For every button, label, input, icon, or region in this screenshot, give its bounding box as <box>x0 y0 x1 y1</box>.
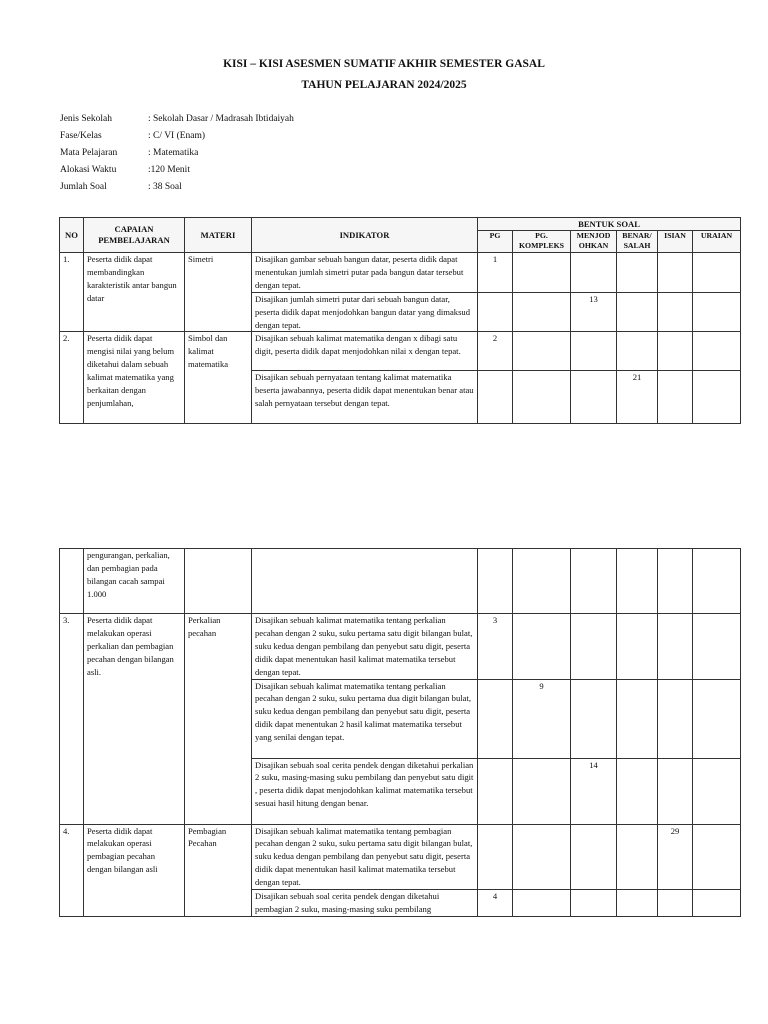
header-no: NO <box>60 218 84 253</box>
info-value: : C/ VI (Enam) <box>148 131 206 141</box>
cell-indikator: Disajikan sebuah kalimat matematika tentang perkalian pecahan dengan 2 suku, suku pertama satu digit bilangan bulat, suku kedua dengan pembilang dan penyebut satu digit, peserta didik dapat menentukan hasil kalimat matematika tersebut dengan tepat. <box>252 614 478 680</box>
cell-menjodohkan <box>571 679 617 758</box>
cell-capaian: Peserta didik dapat mengisi nilai yang belum diketahui dalam sebuah kalimat matematika yang berkaitan dengan penjumlahan, <box>84 332 185 424</box>
cell-no: 3. <box>60 614 84 825</box>
cell-benar-salah <box>617 549 658 614</box>
cell-pg: 3 <box>478 614 513 680</box>
cell-uraian <box>693 614 741 680</box>
info-row-jumlah-soal <box>60 182 294 199</box>
cell-isian <box>658 614 693 680</box>
table-row-continued <box>60 549 741 614</box>
cell-benar-salah <box>617 614 658 680</box>
cell-menjodohkan <box>571 824 617 890</box>
cell-menjodohkan <box>571 614 617 680</box>
cell-menjodohkan: 14 <box>571 758 617 824</box>
cell-isian <box>658 332 693 371</box>
cell-isian <box>658 549 693 614</box>
info-value: : Matematika <box>148 148 199 158</box>
cell-menjodohkan <box>571 371 617 424</box>
cell-pg-kompleks <box>513 371 571 424</box>
info-value: :120 Menit <box>148 165 190 175</box>
header-benar-salah: BENAR/ SALAH <box>617 231 658 253</box>
cell-menjodohkan <box>571 549 617 614</box>
cell-pg-kompleks <box>513 549 571 614</box>
cell-materi: Perkalian pecahan <box>185 614 252 825</box>
cell-pg: 2 <box>478 332 513 371</box>
header-pg-kompleks: PG. KOMPLEKS <box>513 231 571 253</box>
info-row-alokasi-waktu <box>60 165 294 182</box>
info-label: Fase/Kelas <box>60 131 102 141</box>
table-header-row <box>60 218 741 231</box>
cell-pg-kompleks <box>513 253 571 293</box>
document-title: KISI – KISI ASESMEN SUMATIF AKHIR SEMESTER GASAL <box>223 58 545 70</box>
info-label: Mata Pelajaran <box>60 148 118 158</box>
cell-pg-kompleks <box>513 758 571 824</box>
cell-no: 2. <box>60 332 84 424</box>
info-row-mata-pelajaran <box>60 148 294 165</box>
cell-benar-salah: 21 <box>617 371 658 424</box>
info-row-fase-kelas <box>60 131 294 148</box>
cell-benar-salah <box>617 890 658 917</box>
header-materi: MATERI <box>185 218 252 253</box>
header-menjodohkan: MENJOD OHKAN <box>571 231 617 253</box>
cell-isian <box>658 758 693 824</box>
cell-pg: 1 <box>478 253 513 293</box>
cell-indikator: Disajikan sebuah soal cerita pendek dengan diketahui perkalian 2 suku, masing-masing suku pembilang dan penyebut satu digit , peserta didik dapat menjodohkan kalimat matematika tersebut sesuai hasil hitung dengan benar. <box>252 758 478 824</box>
table-row <box>60 824 741 890</box>
info-label: Alokasi Waktu <box>60 165 117 175</box>
cell-no: 1. <box>60 253 84 332</box>
cell-isian <box>658 371 693 424</box>
cell-indikator <box>252 549 478 614</box>
cell-uraian <box>693 679 741 758</box>
cell-isian <box>658 253 693 293</box>
cell-uraian <box>693 824 741 890</box>
header-capaian: CAPAIAN PEMBELAJARAN <box>84 218 185 253</box>
cell-indikator: Disajikan sebuah soal cerita pendek dengan diketahui pembagian 2 suku, masing-masing suku pembilang <box>252 890 478 917</box>
header-isian: ISIAN <box>658 231 693 253</box>
cell-isian <box>658 679 693 758</box>
cell-pg <box>478 549 513 614</box>
info-value: : Sekolah Dasar / Madrasah Ibtidaiyah <box>148 114 294 124</box>
cell-isian <box>658 890 693 917</box>
cell-pg-kompleks <box>513 332 571 371</box>
info-label: Jumlah Soal <box>60 182 107 192</box>
cell-indikator: Disajikan sebuah kalimat matematika tentang pembagian pecahan dengan 2 suku, suku pertama satu digit bilangan bulat, suku kedua dengan pembilang dan penyebut satu digit, peserta didik dapat menentukan hasil kalimat matematika tersebut dengan tepat. <box>252 824 478 890</box>
cell-isian: 29 <box>658 824 693 890</box>
document-subtitle: TAHUN PELAJARAN 2024/2025 <box>301 79 467 91</box>
cell-benar-salah <box>617 292 658 332</box>
table-row <box>60 253 741 293</box>
cell-benar-salah <box>617 332 658 371</box>
cell-pg <box>478 371 513 424</box>
cell-materi: Simbol dan kalimat matematika <box>185 332 252 424</box>
cell-capaian: Peserta didik dapat membandingkan karakteristik antar bangun datar <box>84 253 185 332</box>
cell-menjodohkan <box>571 332 617 371</box>
cell-pg-kompleks <box>513 292 571 332</box>
kisi-table-page-1 <box>59 217 741 424</box>
info-row-jenis-sekolah <box>60 114 294 131</box>
cell-materi <box>185 549 252 614</box>
cell-pg <box>478 758 513 824</box>
cell-benar-salah <box>617 824 658 890</box>
cell-benar-salah <box>617 253 658 293</box>
cell-uraian <box>693 292 741 332</box>
cell-no <box>60 549 84 614</box>
cell-uraian <box>693 890 741 917</box>
cell-pg-kompleks <box>513 890 571 917</box>
cell-pg <box>478 679 513 758</box>
document-info <box>60 114 294 199</box>
cell-uraian <box>693 332 741 371</box>
cell-isian <box>658 292 693 332</box>
kisi-table-page-2 <box>59 548 741 917</box>
info-label: Jenis Sekolah <box>60 114 112 124</box>
cell-benar-salah <box>617 679 658 758</box>
cell-uraian <box>693 549 741 614</box>
cell-benar-salah <box>617 758 658 824</box>
cell-pg: 4 <box>478 890 513 917</box>
cell-indikator: Disajikan sebuah kalimat matematika dengan x dibagi satu digit, peserta didik dapat menjodohkan nilai x dengan tepat. <box>252 332 478 371</box>
cell-pg <box>478 824 513 890</box>
cell-capaian: Peserta didik dapat melakukan operasi perkalian dan pembagian pecahan dengan bilangan asli. <box>84 614 185 825</box>
cell-menjodohkan: 13 <box>571 292 617 332</box>
cell-indikator: Disajikan sebuah kalimat matematika tentang perkalian pecahan dengan 2 suku, suku pertama dua digit bilangan bulat, suku kedua dengan pembilang dan penyebut satu digit, peserta didik dapat menentukan 2 hasil kalimat matematika tersebut yang senilai dengan tepat. <box>252 679 478 758</box>
header-pg: PG <box>478 231 513 253</box>
header-indikator: INDIKATOR <box>252 218 478 253</box>
header-uraian: URAIAN <box>693 231 741 253</box>
cell-materi: Pembagian Pecahan <box>185 824 252 916</box>
cell-pg-kompleks: 9 <box>513 679 571 758</box>
table-row <box>60 332 741 371</box>
cell-pg-kompleks <box>513 824 571 890</box>
cell-indikator: Disajikan gambar sebuah bangun datar, peserta didik dapat menentukan jumlah simetri putar pada bangun datar tersebut dengan tepat. <box>252 253 478 293</box>
cell-no: 4. <box>60 824 84 916</box>
cell-pg-kompleks <box>513 614 571 680</box>
cell-uraian <box>693 758 741 824</box>
table-row <box>60 614 741 680</box>
cell-uraian <box>693 371 741 424</box>
header-bentuk-soal: BENTUK SOAL <box>478 218 741 231</box>
cell-indikator: Disajikan jumlah simetri putar dari sebuah bangun datar, peserta didik dapat menjodohkan bangun datar yang dimaksud dengan tepat. <box>252 292 478 332</box>
info-value: : 38 Soal <box>148 182 182 192</box>
cell-capaian: Peserta didik dapat melakukan operasi pembagian pecahan dengan bilangan asli <box>84 824 185 916</box>
cell-uraian <box>693 253 741 293</box>
cell-indikator: Disajikan sebuah pernyataan tentang kalimat matematika beserta jawabannya, peserta didik dapat menentukan benar atau salah pernyataan tersebut dengan tepat. <box>252 371 478 424</box>
cell-materi: Simetri <box>185 253 252 332</box>
cell-menjodohkan <box>571 253 617 293</box>
cell-pg <box>478 292 513 332</box>
cell-menjodohkan <box>571 890 617 917</box>
cell-capaian: pengurangan, perkalian, dan pembagian pada bilangan cacah sampai 1.000 <box>84 549 185 614</box>
